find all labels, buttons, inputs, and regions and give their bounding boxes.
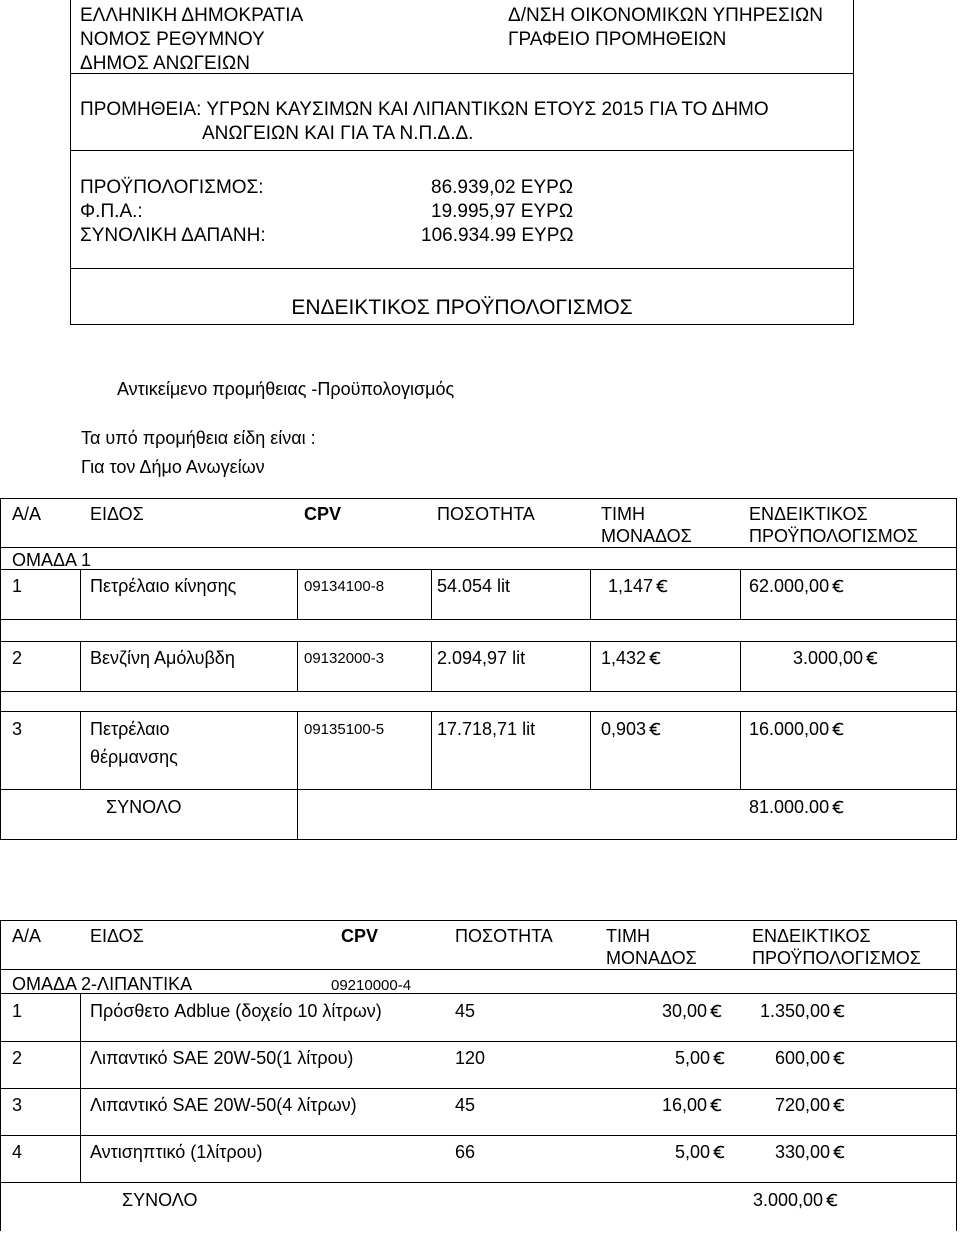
municipality-text: Για τον Δήμο Ανωγείων bbox=[81, 457, 265, 477]
euro-icon bbox=[826, 1193, 838, 1207]
t1-header-total-1: ΕΝΔΕΙΚΤΙΚΟΣ bbox=[749, 504, 868, 524]
t2-row-3-qty: 45 bbox=[455, 1095, 476, 1115]
subject-line-1: ΠΡΟΜΗΘΕΙΑ: ΥΓΡΩΝ ΚΑΥΣΙΜΩΝ ΚΑΙ ΛΙΠΑΝΤΙΚΩΝ ΕΤΟΥΣ 2015 ΓΙΑ ΤΟ ΔΗΜΟ bbox=[80, 99, 769, 120]
t2-row-1-price: 30,00 bbox=[662, 1001, 722, 1022]
t1-row-3-qty: 17.718,71 lit bbox=[437, 719, 536, 739]
t2-row-1-total: 1.350,00 bbox=[760, 1001, 845, 1022]
t2-header-item: ΕΙΔΟΣ bbox=[90, 926, 144, 946]
t1-row-3-aa: 3 bbox=[12, 719, 23, 739]
euro-icon bbox=[656, 579, 668, 593]
euro-icon bbox=[866, 651, 878, 665]
t2-row-1-qty: 45 bbox=[455, 1001, 476, 1021]
t1-sum-label: ΣΥΝΟΛΟ bbox=[106, 797, 182, 817]
euro-icon bbox=[833, 1098, 845, 1112]
t2-row-4-price: 5,00 bbox=[675, 1142, 725, 1163]
euro-icon bbox=[833, 1004, 845, 1018]
t2-row-4-item: Αντισηπτικό (1λίτρου) bbox=[90, 1142, 263, 1162]
t1-row-2-total: 3.000,00 bbox=[793, 648, 878, 669]
t1-header-aa: Α/Α bbox=[12, 504, 42, 524]
office-name: ΓΡΑΦΕΙΟ ΠΡΟΜΗΘΕΙΩΝ bbox=[508, 29, 727, 50]
t2-header-total-1: ΕΝΔΕΙΚΤΙΚΟΣ bbox=[752, 926, 871, 946]
budget-label: ΠΡΟΫΠΟΛΟΓΙΣΜΟΣ: bbox=[80, 177, 264, 198]
euro-icon bbox=[832, 579, 844, 593]
euro-icon bbox=[832, 800, 844, 814]
subject-line-2: ΑΝΩΓΕΙΩΝ ΚΑΙ ΓΙΑ ΤΑ Ν.Π.Δ.Δ. bbox=[202, 123, 474, 144]
t2-row-3-aa: 3 bbox=[12, 1095, 23, 1115]
t2-row-3-item: Λιπαντικό SAE 20W-50(4 λίτρων) bbox=[90, 1095, 357, 1115]
vat-value: 19.995,97 ΕΥΡΩ bbox=[431, 201, 574, 222]
euro-icon bbox=[649, 722, 661, 736]
t1-row-2-item: Βενζίνη Αμόλυβδη bbox=[90, 648, 235, 668]
t2-row-1-aa: 1 bbox=[12, 1001, 23, 1021]
subtitle: Αντικείμενο προμήθειας -Προϋπολογισμός bbox=[117, 379, 455, 399]
prefecture-name: ΝΟΜΟΣ ΡΕΘΥΜΝΟΥ bbox=[80, 29, 265, 50]
municipality-name: ΔΗΜΟΣ ΑΝΩΓΕΙΩΝ bbox=[80, 53, 250, 74]
total-cost-value: 106.934.99 ΕΥΡΩ bbox=[421, 225, 574, 246]
t2-group-cpv: 09210000-4 bbox=[331, 977, 412, 994]
t2-row-2-price: 5,00 bbox=[675, 1048, 725, 1069]
euro-icon bbox=[649, 651, 661, 665]
t1-row-1-qty: 54.054 lit bbox=[437, 576, 511, 596]
t2-row-4-total: 330,00 bbox=[775, 1142, 845, 1163]
t1-row-3-cpv: 09135100-5 bbox=[304, 721, 385, 738]
vat-label: Φ.Π.Α.: bbox=[80, 201, 143, 222]
t2-row-3-total: 720,00 bbox=[775, 1095, 845, 1116]
t1-sum-value: 81.000.00 bbox=[749, 797, 844, 818]
euro-icon bbox=[710, 1004, 722, 1018]
t1-row-1-aa: 1 bbox=[12, 576, 23, 596]
t2-sum-label: ΣΥΝΟΛΟ bbox=[122, 1190, 198, 1210]
t1-row-1-price: 1,147 bbox=[608, 576, 668, 597]
department-name: Δ/ΝΣΗ ΟΙΚΟΝΟΜΙΚΩΝ ΥΠΗΡΕΣΙΩΝ bbox=[508, 5, 823, 26]
euro-icon bbox=[832, 722, 844, 736]
t2-sum-value: 3.000,00 bbox=[753, 1190, 838, 1211]
t2-header-price-2: ΜΟΝΑΔΟΣ bbox=[606, 948, 697, 968]
t1-row-3-item: Πετρέλαιο bbox=[90, 719, 170, 739]
t2-header-aa: Α/Α bbox=[12, 926, 42, 946]
t2-header-total-2: ΠΡΟΫΠΟΛΟΓΙΣΜΟΣ bbox=[752, 948, 921, 968]
t1-header-cpv: CPV bbox=[304, 504, 342, 524]
euro-icon bbox=[713, 1051, 725, 1065]
t1-header-price-2: ΜΟΝΑΔΟΣ bbox=[601, 526, 692, 546]
t1-row-2-qty: 2.094,97 lit bbox=[437, 648, 526, 668]
intro-text: Τα υπό προμήθεια είδη είναι : bbox=[81, 428, 316, 448]
t1-header-total-2: ΠΡΟΫΠΟΛΟΓΙΣΜΟΣ bbox=[749, 526, 918, 546]
country-name: ΕΛΛΗΝΙΚΗ ΔΗΜΟΚΡΑΤΙΑ bbox=[80, 5, 304, 26]
euro-icon bbox=[713, 1145, 725, 1159]
t2-row-2-qty: 120 bbox=[455, 1048, 486, 1068]
t2-header-cpv: CPV bbox=[341, 926, 379, 946]
t2-row-4-aa: 4 bbox=[12, 1142, 23, 1162]
t1-header-item: ΕΙΔΟΣ bbox=[90, 504, 144, 524]
t2-row-4-qty: 66 bbox=[455, 1142, 476, 1162]
t1-row-2-aa: 2 bbox=[12, 648, 23, 668]
budget-value: 86.939,02 ΕΥΡΩ bbox=[431, 177, 574, 198]
section-title: ΕΝΔΕΙΚΤΙΚΟΣ ΠΡΟΫΠΟΛΟΓΙΣΜΟΣ bbox=[291, 296, 633, 319]
t2-header-price-1: ΤΙΜΗ bbox=[606, 926, 650, 946]
t2-header-qty: ΠΟΣΟΤΗΤΑ bbox=[455, 926, 553, 946]
t1-row-3-total: 16.000,00 bbox=[749, 719, 844, 740]
t1-row-1-cpv: 09134100-8 bbox=[304, 578, 385, 595]
t1-row-3-price: 0,903 bbox=[601, 719, 661, 740]
total-cost-label: ΣΥΝΟΛΙΚΗ ΔΑΠΑΝΗ: bbox=[80, 225, 266, 246]
t2-row-2-total: 600,00 bbox=[775, 1048, 845, 1069]
t2-row-1-item: Πρόσθετο Adblue (δοχείο 10 λίτρων) bbox=[90, 1001, 382, 1021]
t1-group-label: ΟΜΑΔΑ 1 bbox=[12, 550, 92, 570]
t1-header-qty: ΠΟΣΟΤΗΤΑ bbox=[437, 504, 535, 524]
euro-icon bbox=[710, 1098, 722, 1112]
t1-header-price-1: ΤΙΜΗ bbox=[601, 504, 645, 524]
t2-row-2-aa: 2 bbox=[12, 1048, 23, 1068]
t1-row-3-item-line-2: θέρμανσης bbox=[90, 747, 178, 767]
t2-group-label: ΟΜΑΔΑ 2-ΛΙΠΑΝΤΙΚΑ bbox=[12, 974, 193, 994]
t2-row-3-price: 16,00 bbox=[662, 1095, 722, 1116]
euro-icon bbox=[833, 1051, 845, 1065]
t1-row-1-total: 62.000,00 bbox=[749, 576, 844, 597]
euro-icon bbox=[833, 1145, 845, 1159]
t1-row-1-item: Πετρέλαιο κίνησης bbox=[90, 576, 237, 596]
t2-row-2-item: Λιπαντικό SAE 20W-50(1 λίτρου) bbox=[90, 1048, 354, 1068]
t1-row-2-price: 1,432 bbox=[601, 648, 661, 669]
t1-row-2-cpv: 09132000-3 bbox=[304, 650, 385, 667]
